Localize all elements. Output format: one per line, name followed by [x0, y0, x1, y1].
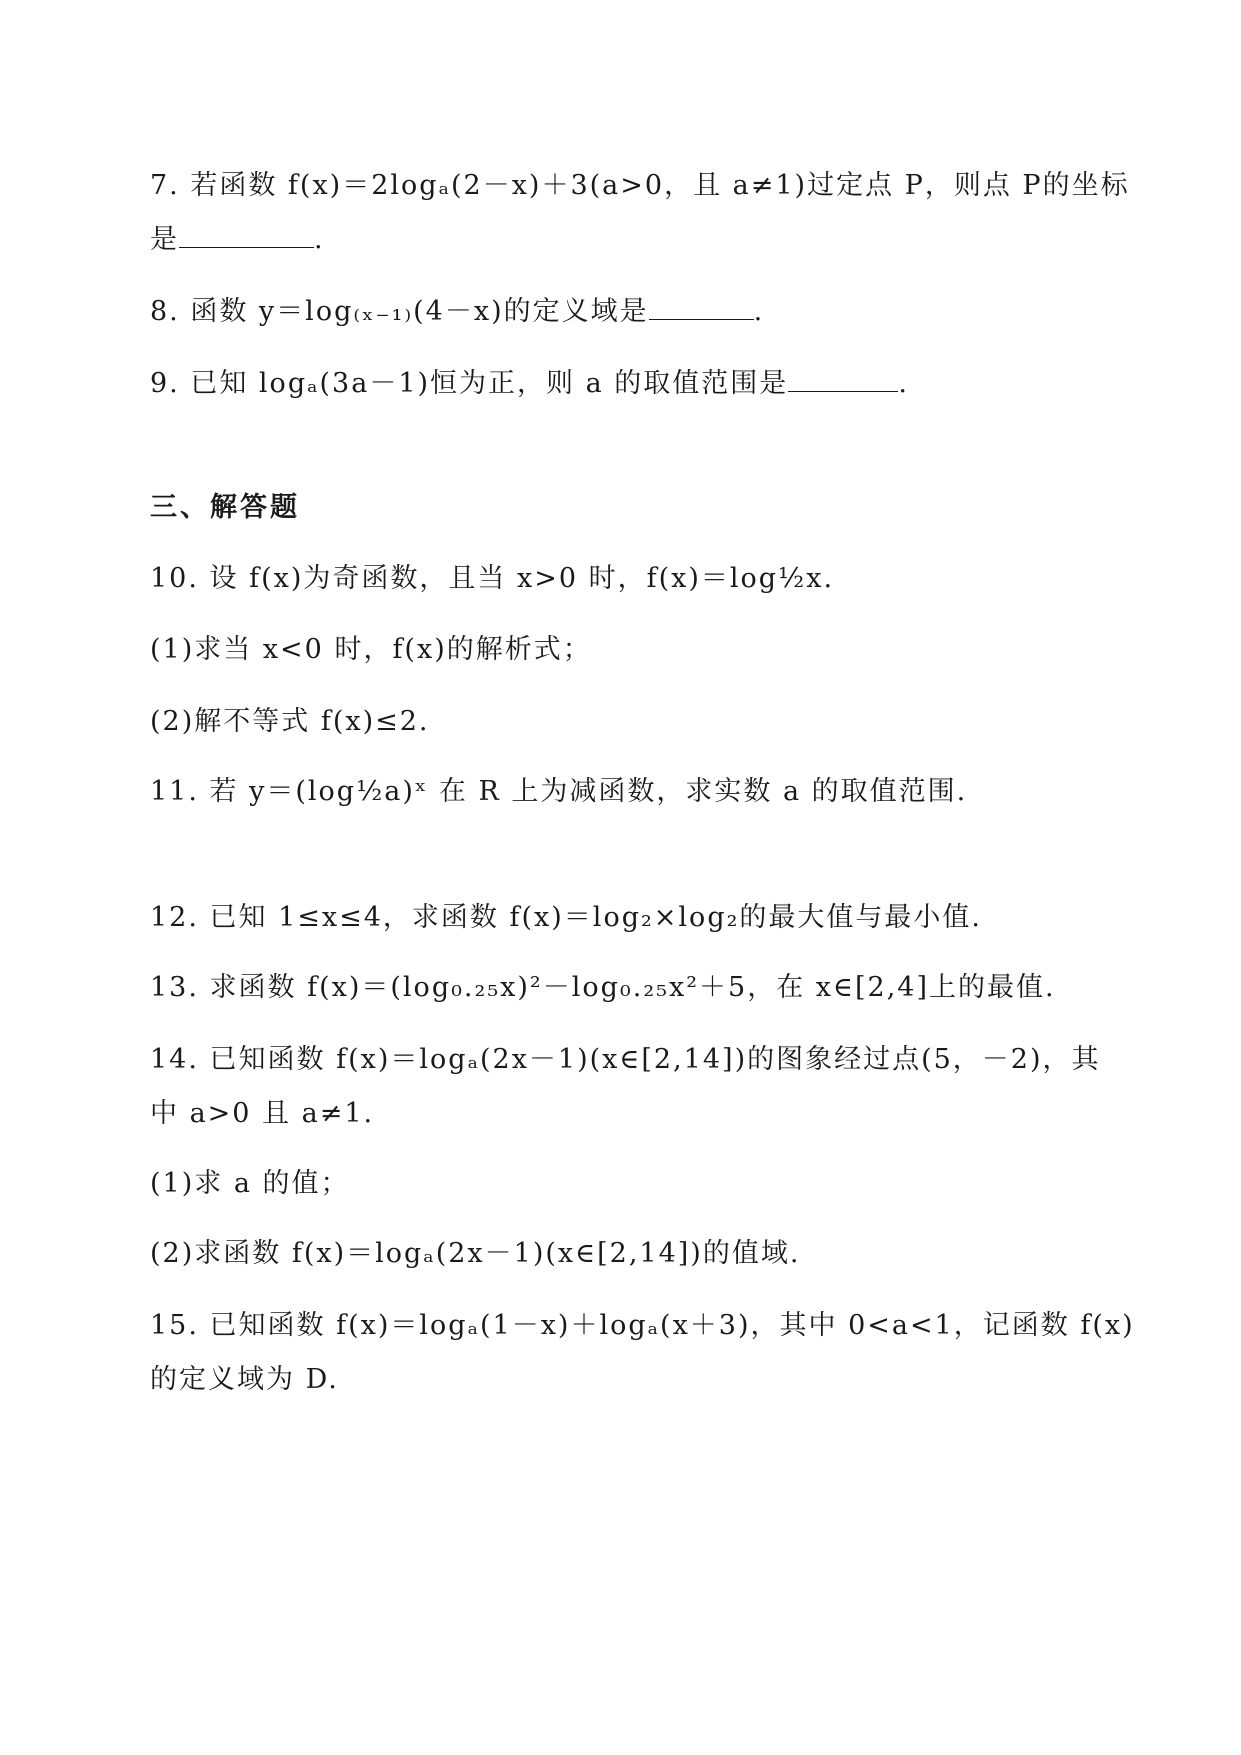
question-13: 13. 求函数 f(x)＝(log₀.₂₅x)²－log₀.₂₅x²＋5，在 x∈[2,4]上的最值.: [150, 972, 1056, 1003]
section-heading: 三、解答题: [150, 492, 300, 523]
answer-blank-7: [179, 221, 314, 248]
question-8: [150, 292, 1100, 332]
question-9-end: .: [898, 368, 909, 399]
question-14-line-2: 中 a>0 且 a≠1.: [150, 1098, 375, 1129]
question-10: 10. 设 f(x)为奇函数，且当 x>0 时，f(x)＝log½x.: [150, 563, 835, 594]
question-9-text: 9. 已知 logₐ(3a－1)恒为正，则 a 的取值范围是: [150, 368, 789, 399]
question-14-part-2: (2)求函数 f(x)＝logₐ(2x－1)(x∈[2,14])的值域.: [150, 1238, 801, 1269]
question-7-text: 是: [150, 224, 179, 255]
answer-blank-8: [649, 293, 754, 320]
question-10-part-1: (1)求当 x<0 时，f(x)的解析式；: [150, 634, 592, 665]
question-8-text: 8. 函数 y＝log₍ₓ₋₁₎(4－x)的定义域是: [150, 296, 649, 327]
question-15-line-2: 的定义域为 D.: [150, 1364, 339, 1395]
question-11: 11. 若 y＝(log½a)ˣ 在 R 上为减函数，求实数 a 的取值范围.: [150, 776, 968, 807]
question-12: 12. 已知 1≤x≤4，求函数 f(x)＝log₂×log₂的最大值与最小值.: [150, 902, 983, 933]
question-10-part-2: (2)解不等式 f(x)≤2.: [150, 706, 430, 737]
question-7-line-2: [150, 220, 1100, 260]
question-7-end: .: [314, 224, 325, 255]
question-7-line-1: 7. 若函数 f(x)＝2logₐ(2－x)＋3(a>0，且 a≠1)过定点 P，则点 P的坐标: [150, 170, 1130, 201]
question-14-part-1: (1)求 a 的值；: [150, 1168, 350, 1199]
question-14-line-1: 14. 已知函数 f(x)＝logₐ(2x－1)(x∈[2,14])的图象经过点(5，－2)，其: [150, 1044, 1101, 1075]
answer-blank-9: [788, 365, 898, 392]
question-9: [150, 364, 1100, 404]
question-8-end: .: [753, 296, 765, 327]
question-15-line-1: 15. 已知函数 f(x)＝logₐ(1－x)＋logₐ(x＋3)，其中 0<a<1，记函数 f(x): [150, 1310, 1135, 1341]
